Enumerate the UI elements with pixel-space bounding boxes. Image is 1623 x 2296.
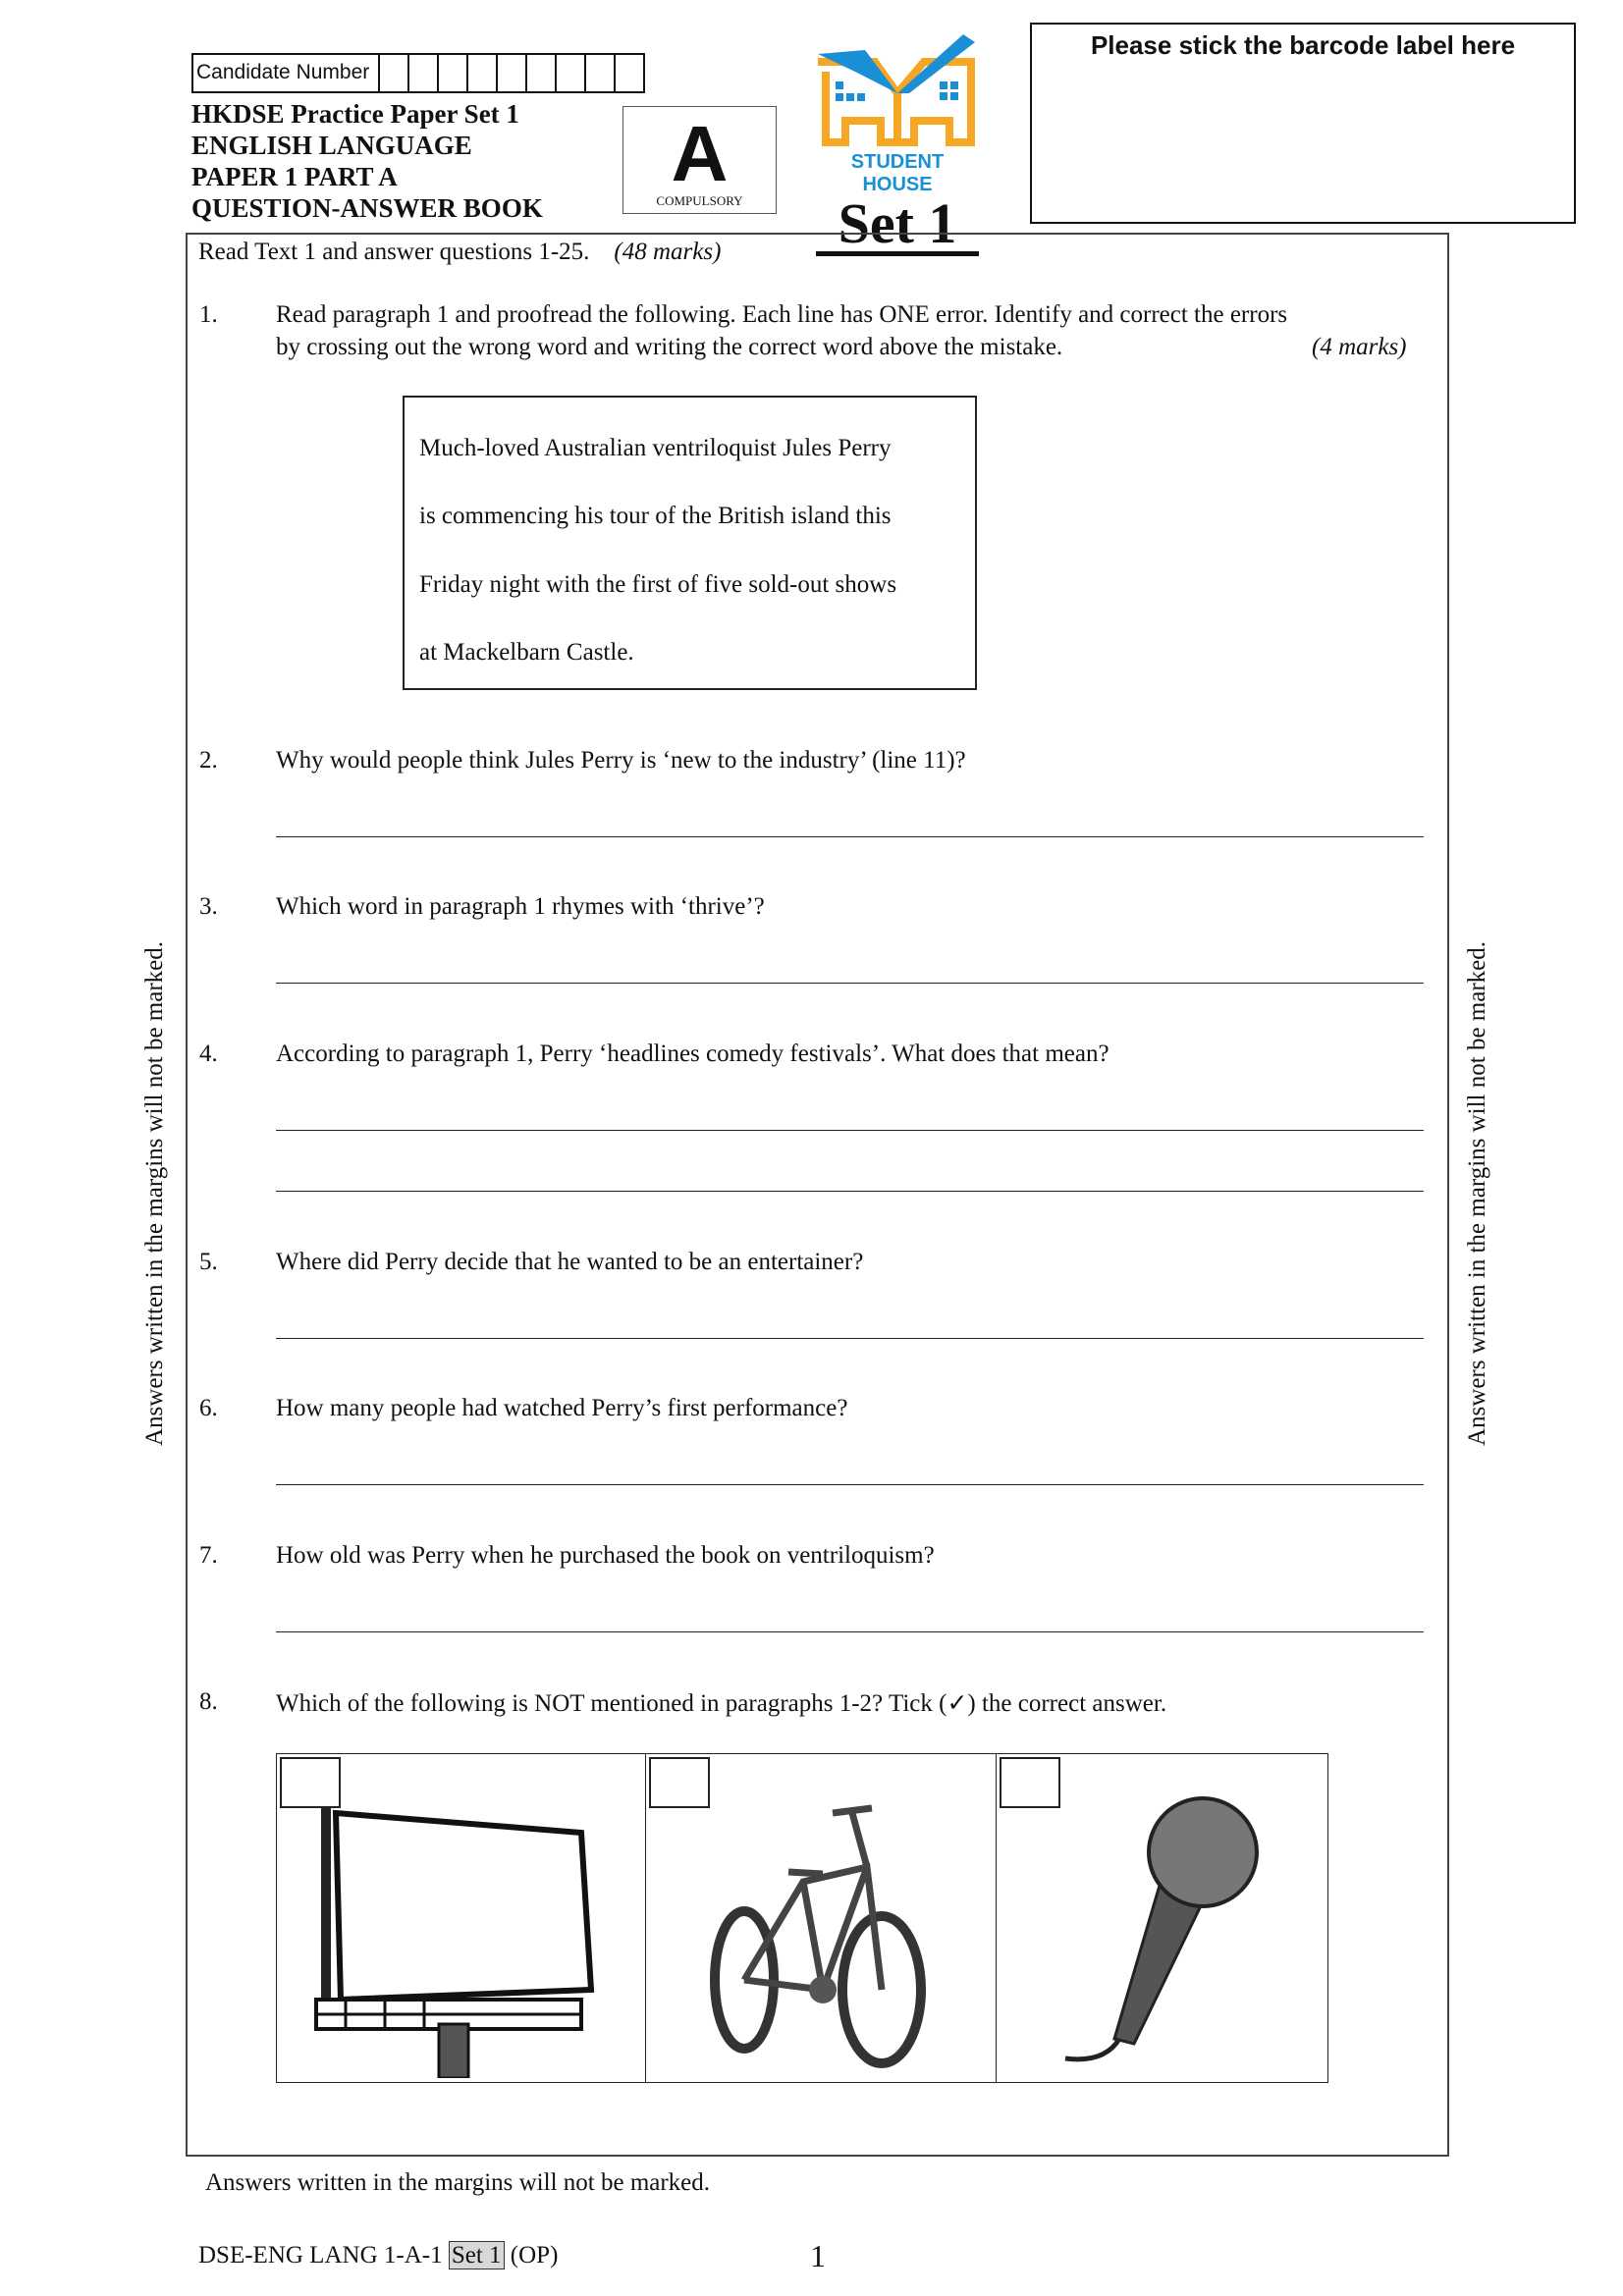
question-number: 4. (199, 1041, 218, 1067)
set-label: Set 1 (816, 196, 979, 256)
left-margin-note: Answers written in the margins will not be marked. (141, 940, 168, 1447)
answer-line[interactable] (276, 1191, 1424, 1192)
paper-code-text: DSE-ENG LANG 1-A-1 (198, 2242, 443, 2269)
question-number: 7. (199, 1542, 218, 1569)
proofread-passage[interactable] (403, 396, 977, 690)
title-line: ENGLISH LANGUAGE (191, 131, 472, 160)
question-number: 5. (199, 1249, 218, 1275)
question-number: 2. (199, 747, 218, 774)
section-note: COMPULSORY (656, 193, 743, 208)
title-line: QUESTION-ANSWER BOOK (191, 193, 543, 223)
candidate-digit-cell[interactable] (468, 55, 498, 91)
paper-title (191, 98, 543, 224)
title-line: HKDSE Practice Paper Set 1 (191, 99, 519, 129)
passage-line: Friday night with the first of five sold-out shows (419, 571, 897, 598)
candidate-digit-cell[interactable] (439, 55, 468, 91)
answer-options (276, 1753, 1328, 2083)
question-text: How old was Perry when he purchased the book on ventriloquism? (276, 1542, 935, 1569)
intro-text: Read Text 1 and answer questions 1-25. (198, 239, 590, 265)
answer-line[interactable] (276, 1130, 1424, 1131)
option-billboard (277, 1754, 646, 2082)
checkbox[interactable] (280, 1757, 341, 1808)
answer-line[interactable] (276, 1338, 1424, 1339)
page-number: 1 (810, 2238, 826, 2273)
question-text: How many people had watched Perry’s first performance? (276, 1395, 848, 1421)
option-microphone (997, 1754, 1327, 2082)
candidate-digit-cell[interactable] (616, 55, 643, 91)
logo-text: STUDENT HOUSE (850, 151, 945, 195)
barcode-label: Please stick the barcode label here (1090, 30, 1516, 60)
microphone-icon (1055, 1793, 1291, 2068)
passage-line: is commencing his tour of the British island this (419, 503, 892, 529)
question-text: Where did Perry decide that he wanted to be an entertainer? (276, 1249, 864, 1275)
checkbox[interactable] (1000, 1757, 1060, 1808)
answer-line[interactable] (276, 983, 1424, 984)
passage-line: Much-loved Australian ventriloquist Jules Perry (419, 435, 892, 461)
question-text: According to paragraph 1, Perry ‘headlines comedy festivals’. What does that mean? (276, 1041, 1109, 1067)
checkbox[interactable] (649, 1757, 710, 1808)
bicycle-icon (705, 1793, 941, 2068)
question-text: by crossing out the wrong word and writing the correct word above the mistake. (276, 334, 1063, 360)
answer-line[interactable] (276, 836, 1424, 837)
candidate-digit-cell[interactable] (409, 55, 439, 91)
option-bicycle (646, 1754, 996, 2082)
section-letter: A (671, 110, 729, 197)
candidate-digit-cell[interactable] (380, 55, 409, 91)
question-number: 3. (199, 893, 218, 920)
intro-marks: (48 marks) (614, 239, 722, 265)
instructions (198, 239, 721, 266)
candidate-number-label: Candidate Number (193, 55, 380, 91)
section-badge (622, 106, 777, 214)
candidate-digit-cell[interactable] (498, 55, 527, 91)
candidate-digit-cell[interactable] (557, 55, 586, 91)
candidate-digit-cell[interactable] (527, 55, 557, 91)
question-text: Read paragraph 1 and proofread the following. Each line has ONE error. Identify and correct the errors (276, 301, 1288, 328)
barcode-area (1030, 23, 1576, 224)
student-house-logo (816, 32, 979, 255)
right-margin-note: Answers written in the margins will not be marked. (1464, 940, 1490, 1447)
candidate-digit-cell[interactable] (586, 55, 616, 91)
question-text: Which word in paragraph 1 rhymes with ‘thrive’? (276, 893, 765, 920)
question-marks: (4 marks) (1312, 334, 1407, 360)
footer-margin-note: Answers written in the margins will not be marked. (205, 2169, 711, 2196)
paper-code (198, 2242, 558, 2269)
op-label: (OP) (510, 2242, 559, 2269)
question-text: Which of the following is NOT mentioned in paragraphs 1-2? Tick (✓) the correct answer. (276, 1690, 1167, 1717)
book-house-icon (816, 32, 979, 150)
answer-line[interactable] (276, 1631, 1424, 1632)
candidate-number-box (191, 53, 645, 93)
question-number: 6. (199, 1395, 218, 1421)
question-number: 8. (199, 1688, 218, 1715)
set-tag: Set 1 (449, 2241, 505, 2269)
billboard-icon (297, 1803, 630, 2078)
question-text: Why would people think Jules Perry is ‘new to the industry’ (line 11)? (276, 747, 966, 774)
title-line: PAPER 1 PART A (191, 162, 398, 191)
passage-line: at Mackelbarn Castle. (419, 639, 634, 666)
answer-line[interactable] (276, 1484, 1424, 1485)
question-number: 1. (199, 301, 218, 328)
